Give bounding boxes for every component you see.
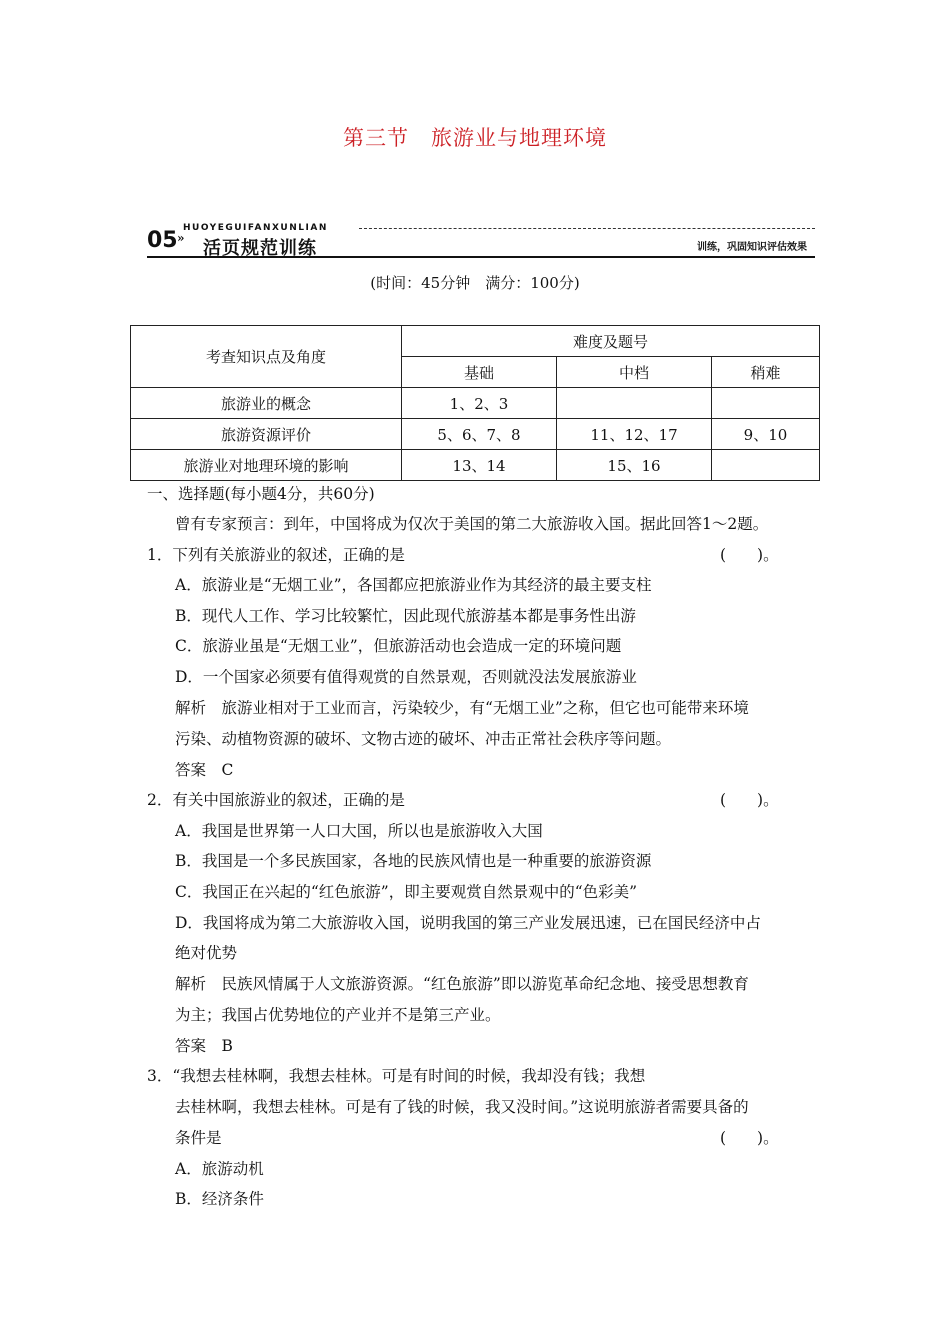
q3-option-a: A．旅游动机 [175,1160,264,1178]
table-cell-mid: 15、16 [557,450,712,481]
q2-answer: 答案 B [175,1037,233,1055]
q1-option-a: A．旅游业是“无烟工业”，各国都应把旅游业作为其经济的最主要支柱 [175,576,652,594]
q2-option-a: A．我国是世界第一人口大国，所以也是旅游收入大国 [175,822,543,840]
table-cell-hard: 9、10 [712,419,820,450]
banner-heading: 活页规范训练 [203,238,317,259]
banner-dashed-rule [359,228,815,229]
q1-option-d: D．一个国家必须要有值得观赏的自然景观，否则就没法发展旅游业 [175,668,637,686]
banner-rule [147,256,815,258]
table-cell-mid [557,388,712,419]
section-number: 05 [147,228,178,253]
q2-option-b: B．我国是一个多民族国家，各地的民族风情也是一种重要的旅游资源 [175,852,652,870]
table-header-group: 难度及题号 [402,326,820,357]
q2-analysis-line: 解析 民族风情属于人文旅游资源。“红色旅游”即以游览革命纪念地、接受思想教育 [175,975,749,993]
table-row [131,419,820,450]
table-header-left: 考查知识点及角度 [131,326,402,388]
table-cell-basic: 1、2、3 [402,388,557,419]
time-info: (时间：45分钟 满分：100分) [370,274,580,292]
table-cell-hard [712,388,820,419]
q1-option-c: C．旅游业虽是“无烟工业”，但旅游活动也会造成一定的环境问题 [175,637,622,655]
table-cell-topic: 旅游业对地理环境的影响 [131,450,402,481]
q3-stem-line: 3．“我想去桂林啊，我想去桂林。可是有时间的时候，我却没有钱；我想 [147,1067,646,1085]
banner-slogan: 训练，巩固知识评估效果 [697,242,807,253]
table-header-row [131,326,820,357]
table-cell-basic: 13、14 [402,450,557,481]
q1-analysis-line: 污染、动植物资源的破坏、文物古迹的破坏、冲击正常社会秩序等问题。 [175,730,672,748]
q2-option-d-cont: 绝对优势 [175,944,238,962]
q2-option-d: D．我国将成为第二大旅游收入国，说明我国的第三产业发展迅速，已在国民经济中占 [175,914,761,932]
q1-analysis-line: 解析 旅游业相对于工业而言，污染较少，有“无烟工业”之称，但它也可能带来环境 [175,699,749,717]
table-row [131,388,820,419]
q2-option-c: C．我国正在兴起的“红色旅游”，即主要观赏自然景观中的“色彩美” [175,883,638,901]
table-cell-hard [712,450,820,481]
intro-text: 曾有专家预言：到年，中国将成为仅次于美国的第二大旅游收入国。据此回答1～2题。 [175,515,769,533]
knowledge-table [130,325,820,481]
table-cell-basic: 5、6、7、8 [402,419,557,450]
q1-answer: 答案 C [175,761,234,779]
level-mid: 中档 [557,357,712,388]
section-heading: 一、选择题(每小题4分，共60分) [147,485,375,503]
q3-stem-line: 条件是 [175,1129,222,1147]
q1-stem: 1．下列有关旅游业的叙述，正确的是 [147,546,405,564]
q3-option-b: B．经济条件 [175,1190,264,1208]
q2-answer-blank: ( )。 [720,791,779,809]
level-hard: 稍难 [712,357,820,388]
q1-answer-blank: ( )。 [720,546,779,564]
page-title: 第三节 旅游业与地理环境 [343,126,607,150]
table-cell-mid: 11、12、17 [557,419,712,450]
q2-stem: 2．有关中国旅游业的叙述，正确的是 [147,791,405,809]
exercise-banner [147,223,815,259]
table-cell-topic: 旅游业的概念 [131,388,402,419]
q1-option-b: B．现代人工作、学习比较繁忙，因此现代旅游基本都是事务性出游 [175,607,636,625]
q3-answer-blank: ( )。 [720,1129,779,1147]
table-row [131,450,820,481]
double-chevron-icon: » [177,231,185,245]
table-cell-topic: 旅游资源评价 [131,419,402,450]
level-basic: 基础 [402,357,557,388]
banner-pinyin: HUOYEGUIFANXUNLIAN [183,223,328,233]
q3-stem-line: 去桂林啊，我想去桂林。可是有了钱的时候，我又没时间。”这说明旅游者需要具备的 [175,1098,749,1116]
q2-analysis-line: 为主；我国占优势地位的产业并不是第三产业。 [175,1006,501,1024]
